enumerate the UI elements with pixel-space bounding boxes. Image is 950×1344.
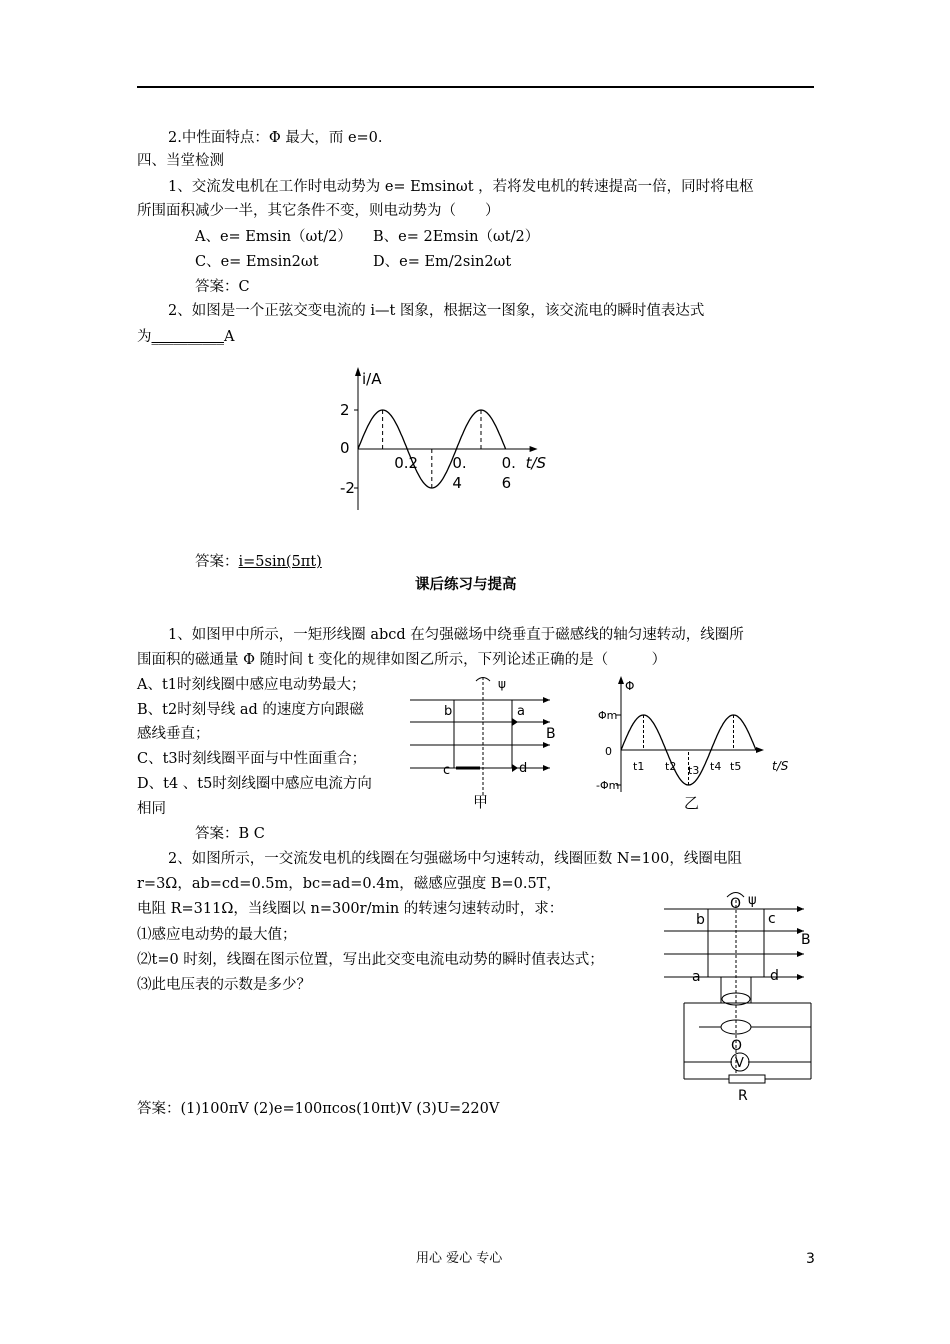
p1-option-d2: 相同 (137, 801, 166, 817)
resistor-label: R (738, 1088, 748, 1104)
yi-label-t2: t2 (665, 760, 677, 773)
x-tick-label-1-0: 0. (452, 454, 467, 472)
p1-line1: 1、如图甲中所示，一矩形线圈 abcd 在匀强磁场中绕垂直于磁感线的轴匀速转动，线圈所 (168, 627, 744, 643)
x-tick-label-2-0: 0. (501, 454, 516, 472)
yi-label-neg-phim: -Φm (596, 779, 620, 792)
gen-label-B: B (801, 932, 811, 948)
q1-option-c: C、e= Emsin2ωt (195, 254, 319, 270)
q2-prefix: 为 (137, 329, 152, 345)
yi-label-t4: t4 (710, 760, 722, 773)
q2-line1: 2、如图是一个正弦交变电流的 i—t 图象，根据这一图象，该交流电的瞬时值表达式 (168, 303, 705, 319)
yi-caption: 乙 (684, 794, 700, 812)
y-axis-label: i/A (362, 370, 382, 388)
yi-label-phi: Φ (625, 679, 635, 693)
voltmeter-label: V (735, 1056, 744, 1071)
q1-line2: 所围面积减少一半，其它条件不变，则电动势为（ ） (137, 203, 500, 219)
yi-label-ts: t/S (772, 759, 789, 773)
p2-sub3: ⑶此电压表的示数是多少？ (137, 977, 311, 993)
p2-sub1: ⑴感应电动势的最大值； (137, 927, 297, 943)
p1-option-b1: B、t2时刻导线 ad 的速度方向跟磁 (137, 702, 364, 718)
gen-label-a: a (692, 969, 701, 985)
x-tick-label-2-1: 6 (501, 474, 512, 492)
figure-generator (664, 886, 824, 1106)
gen-label-b: b (696, 912, 705, 928)
q2-suffix: A (224, 329, 235, 345)
p1-option-d1: D、t4 、t5时刻线圈中感应电流方向 (137, 776, 372, 792)
gen-label-c: c (768, 911, 776, 927)
gen-label-psi: ψ (748, 893, 757, 908)
it-chart (330, 362, 570, 522)
jia-label-B: B (546, 726, 556, 742)
gen-label-o-bottom: O (731, 1038, 743, 1054)
jia-label-d: d (519, 761, 528, 776)
y-axis-arrow (355, 367, 361, 376)
q1-option-b: B、e= 2Emsin（ωt/2） (373, 229, 540, 245)
jia-label-a: a (517, 704, 525, 719)
q1-line1: 1、交流发电机在工作时电动势为 e= Emsinωt ，若将发电机的转速提高一倍，同时将电枢 (168, 179, 754, 195)
q1-option-a: A、e= Emsin（ωt/2） (195, 229, 352, 245)
y-tick-label-neg2: -2 (340, 479, 355, 497)
q2-answer-value: i=5sin(5πt) (238, 554, 322, 570)
neutral-plane-text: 2.中性面特点：Φ 最大，而 e=0. (168, 130, 383, 146)
q2-answer-label: 答案： (195, 554, 239, 570)
footer-slogan: 用心 爱心 专心 (416, 1251, 503, 1266)
p2-line1: 2、如图所示，一交流发电机的线圈在匀强磁场中匀速转动，线圈匝数 N=100，线圈电阻 (168, 851, 742, 867)
section-heading: 四、当堂检测 (137, 153, 224, 169)
p1-answer: 答案：B C (195, 826, 265, 842)
yi-label-t1: t1 (633, 760, 645, 773)
y-tick-label-0: 0 (340, 439, 350, 457)
gen-label-d: d (770, 968, 779, 984)
header-rule (137, 86, 814, 88)
p1-option-a: A、t1时刻线圈中感应电动势最大； (137, 677, 366, 693)
jia-caption: 甲 (473, 793, 489, 811)
figure-yi (596, 672, 796, 812)
p2-line3: 电阻 R=311Ω，当线圈以 n=300r/min 的转速匀速转动时，求： (137, 901, 564, 917)
p1-line2: 围面积的磁通量 Φ 随时间 t 变化的规律如图乙所示，下列论述正确的是（ ） (137, 652, 667, 668)
q2-blank: __________ (151, 329, 224, 345)
yi-label-t5: t5 (730, 760, 742, 773)
page-number: 3 (806, 1251, 815, 1267)
after-class-title: 课后练习与提高 (415, 577, 517, 593)
yi-label-zero: 0 (605, 745, 612, 758)
p2-answer: 答案：(1)100πV (2)e=100πcos(10πt)V (3)U=220V (137, 1101, 500, 1117)
q2-answer (195, 551, 322, 573)
gen-label-o-top: O (730, 896, 742, 912)
y-tick-label-2: 2 (340, 401, 350, 419)
jia-label-b: b (444, 704, 453, 719)
jia-label-c: c (443, 763, 451, 778)
figure-jia (410, 672, 560, 812)
yi-label-phim: Φm (598, 709, 618, 722)
jia-label-psi: ψ (498, 677, 506, 691)
q1-answer: 答案：C (195, 279, 250, 295)
yi-label-t3: t3 (688, 764, 700, 777)
q2-line2 (137, 326, 234, 348)
p1-option-c: C、t3时刻线圈平面与中性面重合； (137, 751, 367, 767)
p2-sub2: ⑵t=0 时刻，线圈在图示位置，写出此交变电流电动势的瞬时值表达式； (137, 952, 604, 968)
q1-option-d: D、e= Em/2sin2ωt (373, 254, 512, 270)
x-tick-label-1-1: 4 (452, 474, 462, 492)
x-axis-label: t/S (525, 454, 547, 472)
p1-option-b2: 感线垂直； (137, 726, 210, 742)
x-axis-arrow (530, 446, 538, 452)
x-tick-label-0-0: 0.2 (394, 454, 419, 472)
p2-line2: r=3Ω，ab=cd=0.5m，bc=ad=0.4m，磁感应强度 B=0.5T， (137, 876, 561, 892)
